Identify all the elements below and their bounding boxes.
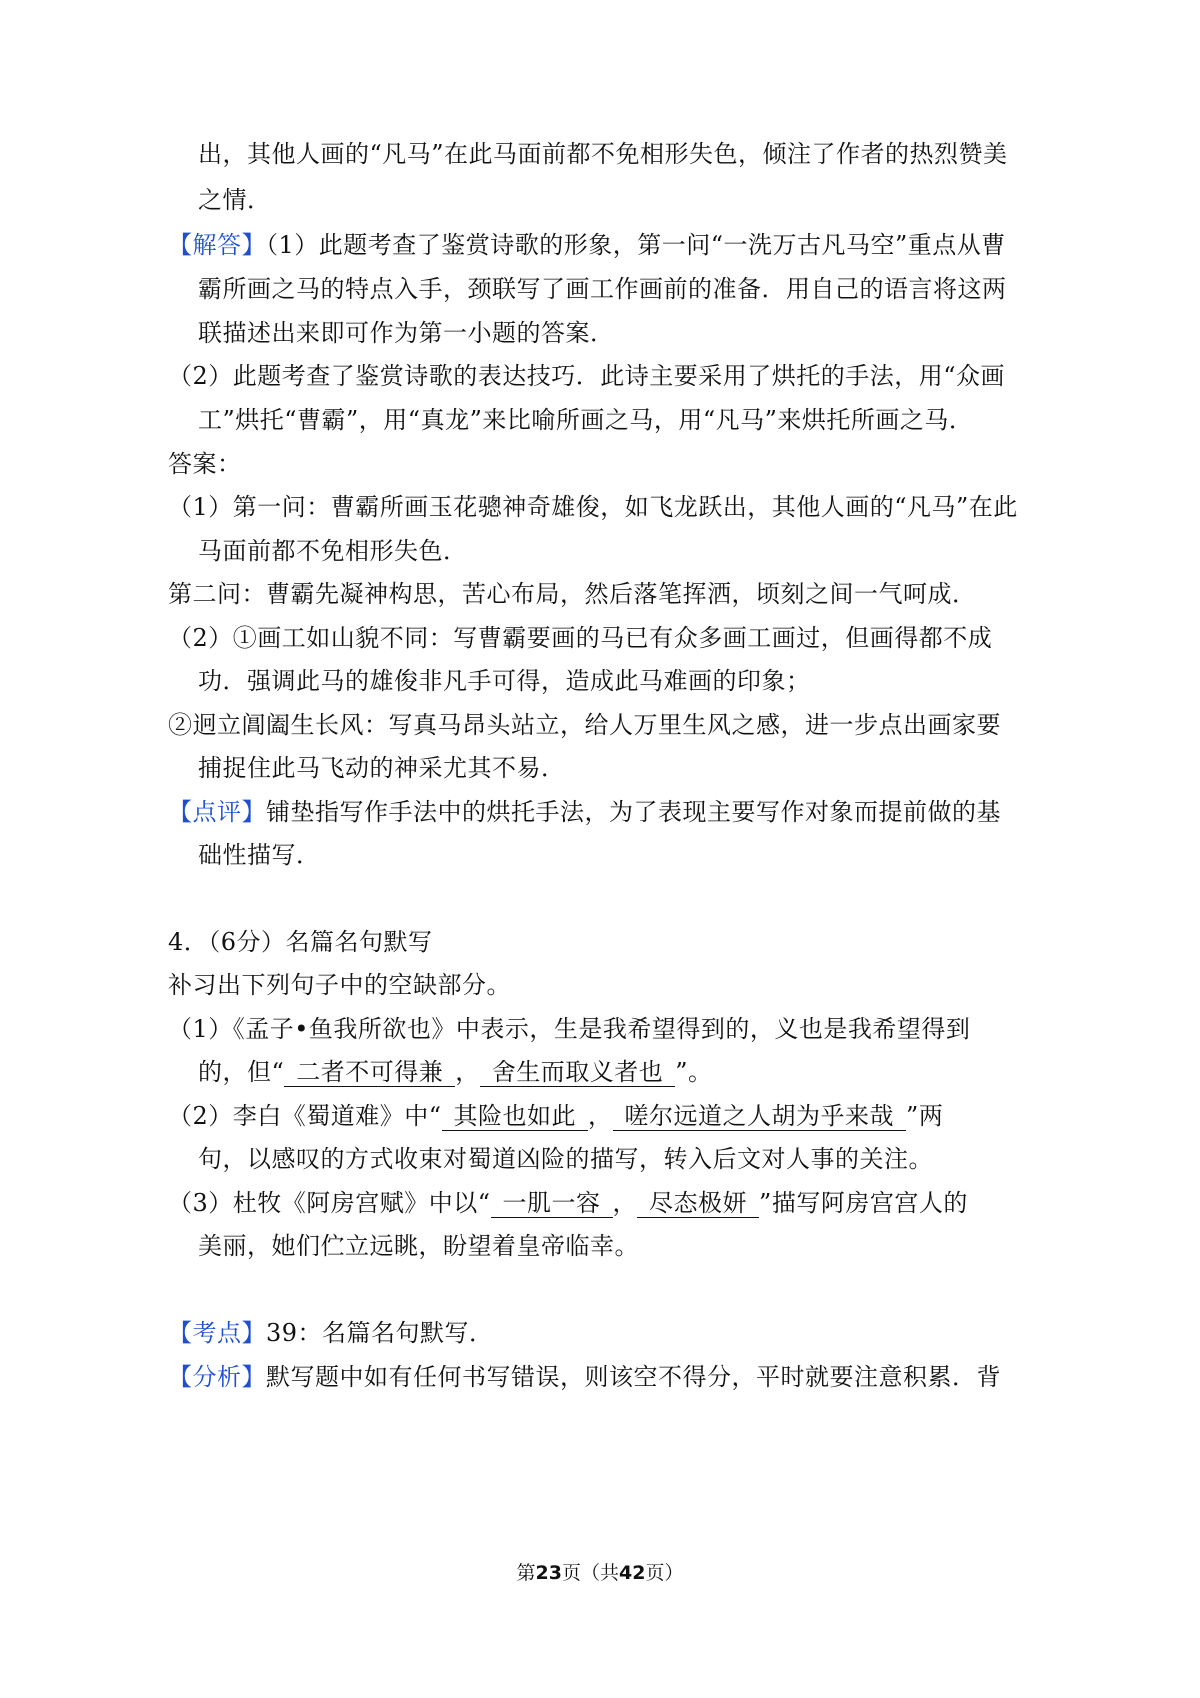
footer-text: 页（共 xyxy=(561,1562,619,1584)
text-span: ， xyxy=(455,1058,480,1086)
fill-line xyxy=(168,1100,943,1132)
text-span: ， xyxy=(612,1189,638,1217)
answer-blank: 舍生而取义者也 xyxy=(480,1058,676,1087)
text-span: （1）此题考查了鉴赏诗歌的形象，第一问“一洗万古凡马空”重点从曹 xyxy=(266,231,1006,259)
text-line: ②迥立阊阖生长风：写真马昂头站立，给人万里生风之感，进一步点出画家要 xyxy=(168,711,1001,739)
footer-text: 第 xyxy=(516,1562,536,1584)
answer-blank: 其险也如此 xyxy=(442,1102,589,1131)
answer-line xyxy=(168,229,1006,261)
knowledge-point-line xyxy=(168,1317,494,1349)
fill-line xyxy=(168,1187,968,1219)
text-span: ”两 xyxy=(906,1102,944,1130)
text-line: 出，其他人画的“凡马”在此马面前都不免相形失色，倾注了作者的热烈赞美 xyxy=(198,140,1008,168)
text-line: 础性描写． xyxy=(198,841,321,869)
comment-line xyxy=(168,796,1001,828)
text-line: 联描述出来即可作为第一小题的答案． xyxy=(198,319,615,347)
text-line: 第二问：曹霸先凝神构思，苦心布局，然后落笔挥洒，顷刻之间一气呵成． xyxy=(168,580,977,608)
text-span: ， xyxy=(588,1102,613,1130)
answer-blank: 二者不可得兼 xyxy=(284,1058,455,1087)
analysis-tag: 【分析】 xyxy=(168,1363,266,1391)
text-line: 句，以感叹的方式收束对蜀道凶险的描写，转入后文对人事的关注。 xyxy=(198,1145,933,1173)
text-line: （2）①画工如山貌不同：写曹霸要画的马已有众多画工画过，但画得都不成 xyxy=(168,624,993,652)
text-span: 默写题中如有任何书写错误，则该空不得分，平时就要注意积累．背 xyxy=(266,1363,1001,1391)
text-line: 美丽，她们伫立远眺，盼望着皇帝临幸。 xyxy=(198,1232,639,1260)
text-span: 铺垫指写作手法中的烘托手法，为了表现主要写作对象而提前做的基 xyxy=(266,798,1001,826)
text-line: 捕捉住此马飞动的神采尤其不易． xyxy=(198,754,566,782)
text-span: （3）杜牧《阿房宫赋》中以“ xyxy=(168,1189,491,1217)
text-span: 的，但“ xyxy=(198,1058,285,1086)
text-span: ”。 xyxy=(675,1058,713,1086)
text-line: 马面前都不免相形失色． xyxy=(198,537,468,565)
text-line: （1）第一问：曹霸所画玉花骢神奇雄俊，如飞龙跃出，其他人画的“凡马”在此 xyxy=(168,493,1018,521)
text-line: 之情． xyxy=(198,186,272,214)
answer-blank: 一肌一容 xyxy=(491,1189,613,1218)
answer-blank: 尽态极妍 xyxy=(637,1189,759,1218)
text-span: （2）李白《蜀道难》中“ xyxy=(168,1102,442,1130)
page-footer xyxy=(0,1561,1200,1585)
answer-blank: 嗟尔远道之人胡为乎来哉 xyxy=(613,1102,907,1131)
fill-line xyxy=(198,1056,713,1088)
text-line: 霸所画之马的特点入手，颈联写了画工作画前的准备．用自己的语言将这两 xyxy=(198,275,1007,303)
text-line: 功．强调此马的雄俊非凡手可得，造成此马难画的印象； xyxy=(198,667,811,695)
text-span: ”描写阿房宫宫人的 xyxy=(759,1189,968,1217)
text-line: （1）《孟子•鱼我所欲也》中表示，生是我希望得到的，义也是我希望得到 xyxy=(168,1015,971,1043)
question-title: 4．（6分）名篇名句默写 xyxy=(168,928,433,956)
footer-text: 页） xyxy=(645,1562,684,1584)
text-line: 工”烘托“曹霸”，用“真龙”来比喻所画之马，用“凡马”来烘托所画之马． xyxy=(198,406,974,434)
page-total: 42 xyxy=(619,1562,646,1584)
comment-tag: 【点评】 xyxy=(168,798,266,826)
text-span: 39：名篇名句默写． xyxy=(266,1319,494,1347)
answer-tag: 【解答】 xyxy=(168,231,266,259)
page-number: 23 xyxy=(535,1562,562,1584)
analysis-line xyxy=(168,1361,1001,1393)
knowledge-point-tag: 【考点】 xyxy=(168,1319,266,1347)
question-instruction: 补习出下列句子中的空缺部分。 xyxy=(168,971,511,999)
text-line: （2）此题考查了鉴赏诗歌的表达技巧．此诗主要采用了烘托的手法，用“众画 xyxy=(168,362,1006,390)
text-line: 答案： xyxy=(168,450,242,478)
